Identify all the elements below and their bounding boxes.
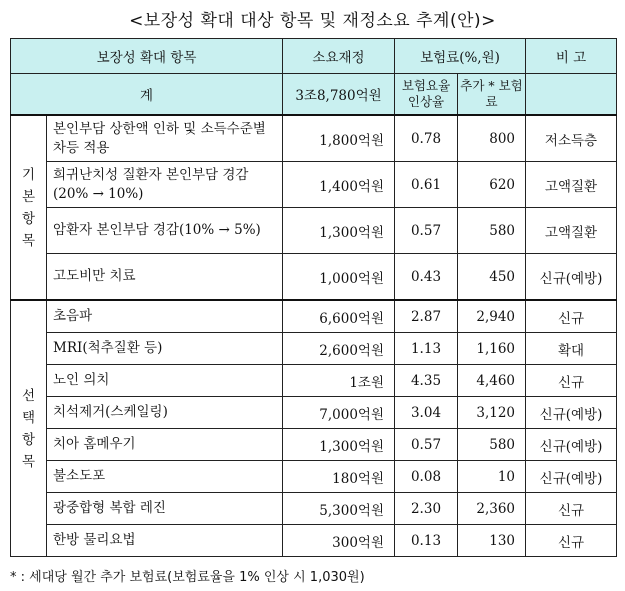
item-cell: MRI(척추질환 등) (47, 333, 283, 365)
header-cost: 소요재정 (283, 39, 395, 74)
item-cell: 한방 물리요법 (47, 525, 283, 557)
table-row (11, 208, 617, 254)
cost-cell: 1,800억원 (283, 115, 395, 162)
add-cell: 3,120 (458, 397, 526, 429)
note-cell: 고액질환 (526, 162, 617, 208)
cost-cell: 1,400억원 (283, 162, 395, 208)
rate-cell: 0.13 (395, 525, 458, 557)
add-cell: 4,460 (458, 365, 526, 397)
note-cell: 신규(예방) (526, 429, 617, 461)
table-row (11, 300, 617, 333)
item-cell: 고도비만 치료 (47, 254, 283, 301)
rate-cell: 2.87 (395, 300, 458, 333)
table-row (11, 333, 617, 365)
table-row (11, 162, 617, 208)
table-row (11, 525, 617, 557)
add-cell: 10 (458, 461, 526, 493)
note-cell: 고액질환 (526, 208, 617, 254)
add-cell: 2,940 (458, 300, 526, 333)
table-row (11, 493, 617, 525)
note-cell: 신규 (526, 493, 617, 525)
note-cell: 신규(예방) (526, 461, 617, 493)
cost-cell: 6,600억원 (283, 300, 395, 333)
cost-cell: 1,300억원 (283, 429, 395, 461)
item-cell: 치아 홈메우기 (47, 429, 283, 461)
add-cell: 800 (458, 115, 526, 162)
rate-cell: 0.08 (395, 461, 458, 493)
note-cell: 신규 (526, 525, 617, 557)
rate-subheader: 보험요율 인상율 (395, 74, 458, 116)
item-cell: 광중합형 복합 레진 (47, 493, 283, 525)
rate-cell: 0.78 (395, 115, 458, 162)
rate-cell: 0.57 (395, 208, 458, 254)
cost-cell: 1,000억원 (283, 254, 395, 301)
add-cell: 580 (458, 208, 526, 254)
header-premium: 보험료(%,원) (395, 39, 526, 74)
note-cell: 신규(예방) (526, 397, 617, 429)
rate-cell: 1.13 (395, 333, 458, 365)
note-cell: 저소득층 (526, 115, 617, 162)
add-cell: 2,360 (458, 493, 526, 525)
rate-cell: 0.57 (395, 429, 458, 461)
note-cell: 신규 (526, 300, 617, 333)
item-cell: 희귀난치성 질환자 본인부담 경감 (20% → 10%) (47, 162, 283, 208)
cost-cell: 2,600억원 (283, 333, 395, 365)
table-row (11, 254, 617, 301)
item-cell: 초음파 (47, 300, 283, 333)
table-row (11, 115, 617, 162)
item-cell: 치석제거(스케일링) (47, 397, 283, 429)
note-cell: 확대 (526, 333, 617, 365)
item-cell: 본인부담 상한액 인하 및 소득수준별 차등 적용 (47, 115, 283, 162)
table-row (11, 397, 617, 429)
total-label: 계 (11, 74, 283, 116)
note-cell: 신규(예방) (526, 254, 617, 301)
table-title: <보장성 확대 대상 항목 및 재정소요 추계(안)> (129, 11, 496, 31)
cost-cell: 300억원 (283, 525, 395, 557)
header-note: 비 고 (526, 39, 617, 74)
add-cell: 1,160 (458, 333, 526, 365)
total-note (526, 74, 617, 116)
table-row (11, 365, 617, 397)
item-cell: 불소도포 (47, 461, 283, 493)
cost-cell: 7,000억원 (283, 397, 395, 429)
rate-cell: 2.30 (395, 493, 458, 525)
rate-cell: 3.04 (395, 397, 458, 429)
group-label-basic: 기본항목 (11, 115, 47, 300)
add-cell: 450 (458, 254, 526, 301)
cost-cell: 5,300억원 (283, 493, 395, 525)
table-row (11, 461, 617, 493)
rate-cell: 0.61 (395, 162, 458, 208)
item-cell: 암환자 본인부담 경감(10% → 5%) (47, 208, 283, 254)
header-item: 보장성 확대 항목 (11, 39, 283, 74)
add-cell: 580 (458, 429, 526, 461)
add-cell: 130 (458, 525, 526, 557)
cost-cell: 180억원 (283, 461, 395, 493)
cost-cell: 1,300억원 (283, 208, 395, 254)
total-cost: 3조8,780억원 (283, 74, 395, 116)
rate-cell: 4.35 (395, 365, 458, 397)
item-cell: 노인 의치 (47, 365, 283, 397)
add-subheader: 추가 * 보험료 (458, 74, 526, 116)
note-cell: 신규 (526, 365, 617, 397)
rate-cell: 0.43 (395, 254, 458, 301)
footnote: * : 세대당 월간 추가 보험료(보험료율을 1% 인상 시 1,030원) (10, 570, 365, 585)
table-row (11, 429, 617, 461)
coverage-expansion-table (10, 38, 617, 557)
cost-cell: 1조원 (283, 365, 395, 397)
add-cell: 620 (458, 162, 526, 208)
group-label-optional: 선택항목 (11, 300, 47, 557)
